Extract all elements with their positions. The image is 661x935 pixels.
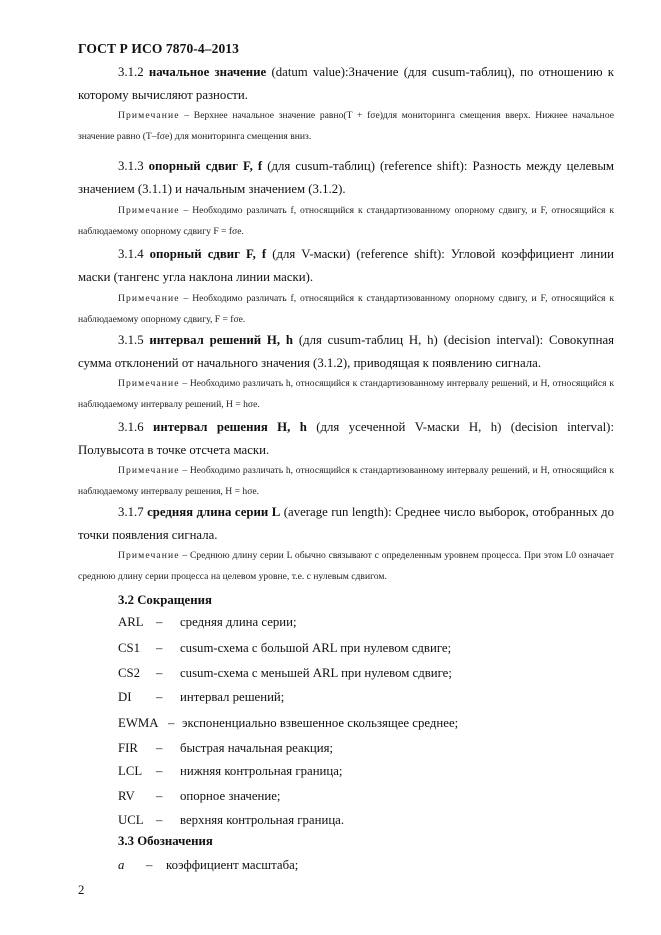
clause-3-1-3 [78,155,614,201]
clause-text: (для V-маски) (reference shift): Угловой коэффициент линии маски (тангенс угла наклона линии маски). [78,247,614,284]
note-text: – Верхнее начальное значение равно(T + fσe)для мониторинга смещения вверх. Нижнее начальное значение равно (T–fσe) для мониторинга смещения вниз. [78,110,614,142]
note-text: – Среднюю длину серии L обычно связывают с определенным уровнем процесса. При этом L0 означает среднюю длину серии процесса на целевом уровне, т.е. с нулевым сдвигом. [78,550,614,582]
abbr-value: средняя длина серии; [180,615,297,629]
abbr-key: FIR [118,741,138,755]
symbol-dash: – [146,858,153,872]
clause-3-1-4 [78,243,614,289]
note-text: – Необходимо различать h, относящийся к стандартизованному интервалу решений, и H, относящийся к наблюдаемому интервалу решения, H = hσe. [78,465,614,497]
abbr-value: экспоненциально взвешенное скользящее среднее; [182,716,459,730]
clause-number: 3.1.3 [118,159,144,173]
symbol-value: коэффициент масштаба; [166,858,299,872]
abbr-value: опорное значение; [180,789,281,803]
abbr-dash: – [156,741,163,755]
abbreviation-row [118,788,280,804]
note-3-1-4 [78,289,614,330]
symbol-key: a [118,858,125,872]
abbr-key: CS2 [118,666,141,680]
clause-3-1-6 [78,416,614,462]
abbr-value: верхняя контрольная граница. [180,813,345,827]
section-title-abbreviations: 3.2 Сокращения [118,593,212,607]
clause-3-1-2 [78,61,614,107]
abbr-value: cusum-схема с меньшей ARL при нулевом сдвиге; [180,666,452,680]
abbr-value: cusum-схема с большой ARL при нулевом сдвиге; [180,641,452,655]
abbreviation-row [118,812,344,828]
note-label: Примечание [118,110,180,121]
abbr-dash: – [156,813,163,827]
clause-text: (average run length): Среднее число выборок, отобранных до точки появления сигнала. [78,505,615,542]
abbr-key: CS1 [118,641,141,655]
note-3-1-2 [78,106,614,147]
clause-term: интервал решений H, h [149,333,293,347]
clause-text: (для усеченной V-маски H, h) (decision interval): Полувысота в точке отсчета маски. [78,420,615,457]
abbreviation-row [118,614,297,630]
abbreviation-row [118,740,333,756]
abbr-key: RV [118,789,135,803]
note-text: – Необходимо различать h, относящийся к стандартизованному интервалу решений, и H, относящийся к наблюдаемому интервалу решений, H = hσe. [78,378,614,410]
note-label: Примечание [118,465,180,476]
clause-3-1-5 [78,329,614,375]
clause-number: 3.1.5 [118,333,144,347]
abbr-value: интервал решений; [180,690,285,704]
abbr-key: DI [118,690,132,704]
abbreviation-row [118,763,343,779]
clause-number: 3.1.6 [118,420,144,434]
abbr-dash: – [168,716,175,730]
abbr-dash: – [156,690,163,704]
document-header: ГОСТ Р ИСО 7870-4–2013 [78,41,239,56]
note-label: Примечание [118,550,180,561]
clause-number: 3.1.2 [118,65,144,79]
clause-term: средняя длина серии L [147,505,281,519]
section-title-symbols: 3.3 Обозначения [118,834,213,848]
symbol-row [118,858,298,873]
abbr-key: ARL [118,615,144,629]
abbreviation-row [118,640,451,656]
clause-text: (для cusum-таблиц) (reference shift): Разность между целевым значением (3.1.1) и начальным значением (3.1.2). [78,159,615,196]
clause-text: (для cusum-таблиц H, h) (decision interval): Совокупная сумма отклонений от начального значения (3.1.2), приводящая к появлению сигнала. [78,333,615,370]
clause-3-1-7 [78,501,614,547]
abbr-key: EWMA [118,716,159,730]
note-label: Примечание [118,378,180,389]
abbr-value: быстрая начальная реакция; [180,741,334,755]
note-text: – Необходимо различать f, относящийся к стандартизованному опорному сдвигу, и F, относящийся к наблюдаемому опорному сдвигу, F = fσe. [78,293,614,325]
note-label: Примечание [118,293,180,304]
page-number: 2 [78,883,85,897]
abbreviation-row [118,689,284,705]
note-3-1-7 [78,546,614,587]
clause-text: (datum value):Значение (для cusum-таблиц), по отношению к которому вычисляют разности. [78,65,614,102]
abbr-key: LCL [118,764,143,778]
clause-term: опорный сдвиг F, f [148,159,263,173]
note-text: – Необходимо различать f, относящийся к стандартизованному опорному сдвигу, и F, относящийся к наблюдаемому опорному сдвигу F = fσe. [78,205,614,237]
note-3-1-5 [78,374,614,415]
clause-term: опорный сдвиг F, f [149,247,267,261]
abbr-dash: – [156,764,163,778]
abbr-dash: – [156,666,163,680]
note-3-1-3 [78,201,614,242]
abbr-key: UCL [118,813,144,827]
abbr-dash: – [156,789,163,803]
clause-number: 3.1.4 [118,247,144,261]
clause-term: интервал решения H, h [153,420,307,434]
abbr-dash: – [156,641,163,655]
abbreviation-row [118,715,458,731]
abbreviation-row [118,665,452,681]
abbr-value: нижняя контрольная граница; [180,764,343,778]
note-3-1-6 [78,461,614,502]
note-label: Примечание [118,205,180,216]
abbr-dash: – [156,615,163,629]
clause-number: 3.1.7 [118,505,144,519]
clause-term: начальное значение [148,65,267,79]
